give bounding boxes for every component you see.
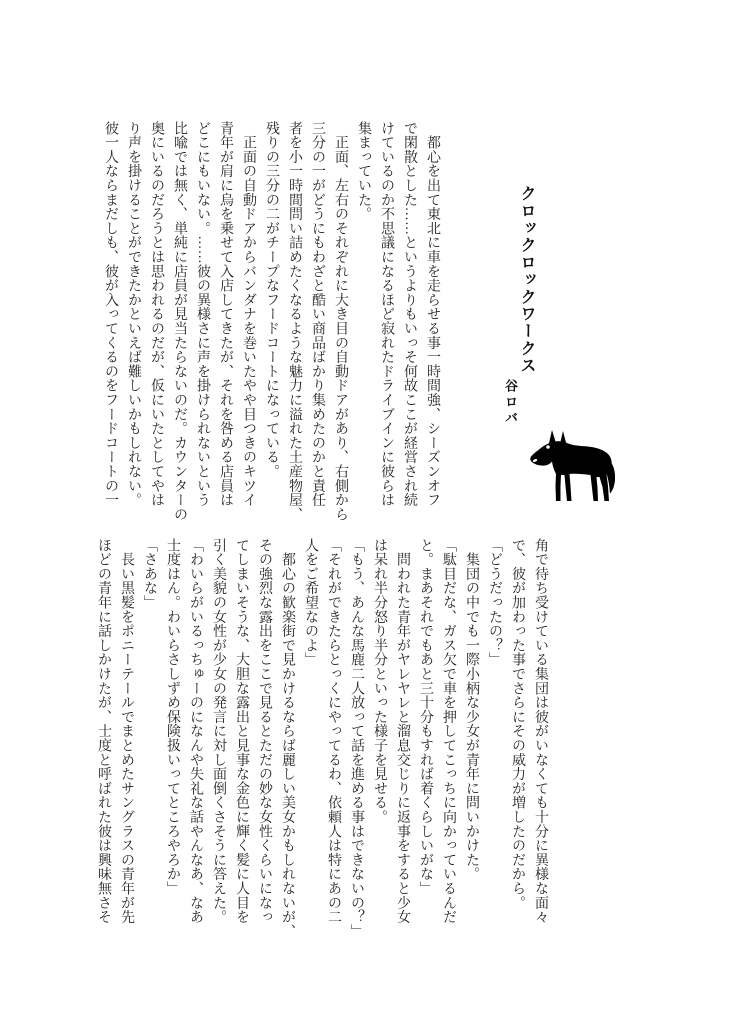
text-line: 「さあな」	[142, 538, 157, 610]
text-line: 奥にいるのだろうとは思われるのだが、仮にいたとしてやは	[149, 121, 164, 508]
text-line: り声を掛けることができたかといえば難しいかもしれない。	[126, 121, 141, 508]
text-line: 「それができたらとっくにやってるわ、依頼人は特にあの二	[326, 538, 341, 925]
text-line: 者を小一時間問い詰めたくなるような魅力に溢れた土産物屋、	[287, 121, 302, 522]
text-line: 正面の自動ドアからバンダナを巻いたやや目つきのキツイ	[241, 121, 256, 508]
text-line: 「わいらがいるっちゅーのになんや失礼な話やんなあ、なあ	[188, 538, 203, 925]
text-line: その強烈な露出をここで見るとただの妙な女性くらいになっ	[257, 538, 272, 925]
text-line: 「どうだったの？」	[487, 538, 502, 667]
text-line: 集まっていた。	[356, 121, 371, 222]
text-line: は呆れ半分怒り半分といった様子を見せる。	[372, 538, 387, 824]
text-line: どこにもいない。……彼の異様さに声を掛けられないという	[195, 121, 210, 508]
author-name: 谷ロバ	[503, 379, 518, 427]
text-line: 三分の一がどうにもわざと酷い商品ばかり集めたのかと責任	[310, 121, 325, 508]
text-line: 「駄目だな、ガス欠で車を押してこっちに向かっているんだ	[441, 538, 456, 925]
text-line: 長い黒髪をポニーテールでまとめたサングラスの青年が先	[119, 538, 134, 925]
text-line: 問われた青年がヤレヤレと溜息交じりに返事をすると少女	[395, 538, 410, 925]
text-line: 都心の歓楽街で見かけるならば麗しい美女かもしれないが、	[280, 538, 295, 939]
text-line: ほどの青年に話しかけたが、士度と呼ばれた彼は興味無さそ	[96, 538, 111, 925]
story-text-upper	[94, 121, 439, 531]
story-title: クロックロックワークス	[518, 185, 535, 375]
text-line: 「もう、あんな馬鹿二人放って話を進める事はできないの？」	[349, 538, 364, 939]
text-line: けているのか不思議になるほど寂れたドライブインに彼らは	[379, 121, 394, 508]
donkey-icon	[528, 430, 620, 504]
text-line: で、彼が加わった事でさらにその威力が増したのだから。	[510, 538, 525, 910]
text-line: 彼一人ならまだしも、彼が入ってくるのをフードコートの一	[103, 121, 118, 508]
text-line: 比喩では無く、単純に店員が見当たらないのだ。カウンターの	[172, 121, 187, 522]
text-line: 残りの三分の二がチープなフードコートになっている。	[264, 121, 279, 479]
text-line: 都心を出て東北に車を走らせる事一時間強、シーズンオフ	[425, 121, 440, 508]
text-line: 引く美貌の女性が少女の発言に対し面倒くさそうに答えた。	[211, 538, 226, 925]
text-line: 集団の中でも一際小柄な少女が青年に問いかけた。	[464, 538, 479, 882]
text-line: 角で待ち受けている集団は彼がいなくても十分に異様な面々	[533, 538, 548, 925]
text-line: と。まあそれでもあと三十分もすれば着くらしいがな」	[418, 538, 433, 896]
story-text-lower	[87, 538, 547, 948]
text-line: で閑散とした……というよりもいっそ何故ここが経営され続	[402, 121, 417, 508]
text-line: 青年が肩に烏を乗せて入店してきたが、それを咎める店員は	[218, 121, 233, 508]
text-line: 正面、左右のそれぞれに大き目の自動ドアがあり、右側から	[333, 121, 348, 522]
text-line: てしまいそうな、大胆な露出と見事な金色に輝く髪に人目を	[234, 538, 249, 925]
text-line: 士度はん。わいらさしずめ保険扱いってところやろか」	[165, 538, 180, 896]
text-line: 人をご希望なのよ」	[303, 538, 318, 667]
